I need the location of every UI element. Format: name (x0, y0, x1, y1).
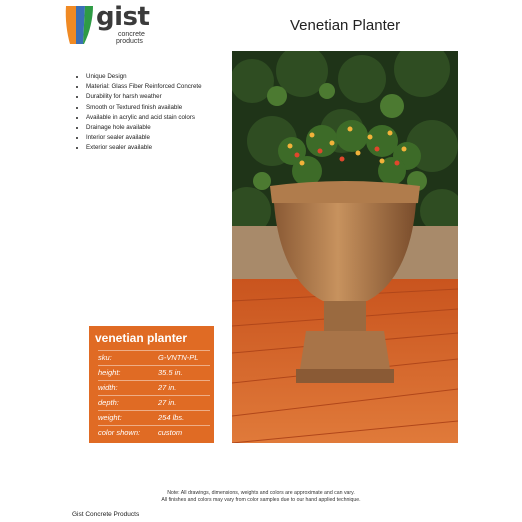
planter-photo-illustration (232, 51, 458, 443)
spec-label: height: (98, 368, 121, 377)
spec-label: weight: (98, 413, 122, 422)
spec-row (98, 395, 210, 411)
spec-value: 27 in. (158, 398, 177, 407)
spec-value: 35.5 in. (158, 368, 183, 377)
list-item: • Durability for harsh weather (86, 92, 202, 102)
list-item: • Available in acrylic and acid stain colors (86, 113, 202, 123)
spec-row (98, 365, 210, 381)
brand-name: gist (96, 2, 150, 32)
spec-row (98, 380, 210, 396)
list-item: • Unique Design (86, 72, 202, 82)
brand-subtitle-1: concrete (118, 31, 145, 38)
spec-row (98, 410, 210, 426)
spec-label: color shown: (98, 428, 141, 437)
spec-row (98, 350, 210, 366)
list-item: • Interior sealer available (86, 133, 202, 143)
spec-value: custom (158, 428, 183, 437)
product-photo (232, 51, 458, 443)
list-item: • Exterior sealer available (86, 143, 202, 153)
spec-label: depth: (98, 398, 119, 407)
spec-label: width: (98, 383, 118, 392)
list-item: • Smooth or Textured finish available (86, 103, 202, 113)
spec-row (98, 425, 210, 441)
spec-panel (89, 326, 214, 443)
footer-company: Gist Concrete Products (72, 511, 140, 518)
logo-mark-icon (62, 4, 96, 48)
list-item: • Drainage hole available (86, 123, 202, 133)
spec-value: 27 in. (158, 383, 177, 392)
brand-subtitle-2: products (116, 38, 143, 45)
page-title: Venetian Planter (290, 17, 401, 34)
spec-value: 254 lbs. (158, 413, 185, 422)
spec-heading: venetian planter (95, 331, 188, 345)
spec-value: G-VNTN-PL (158, 353, 199, 362)
spec-label: sku: (98, 353, 112, 362)
disclaimer-line-1: Note: All drawings, dimensions, weights and colors are approximate and can vary. (167, 490, 355, 496)
list-item: • Material: Glass Fiber Reinforced Concrete (86, 82, 202, 92)
feature-list (72, 72, 202, 154)
brand-logo (62, 4, 182, 48)
disclaimer-line-2: All finishes and colors may vary from color samples due to our hand applied technique. (161, 497, 361, 503)
